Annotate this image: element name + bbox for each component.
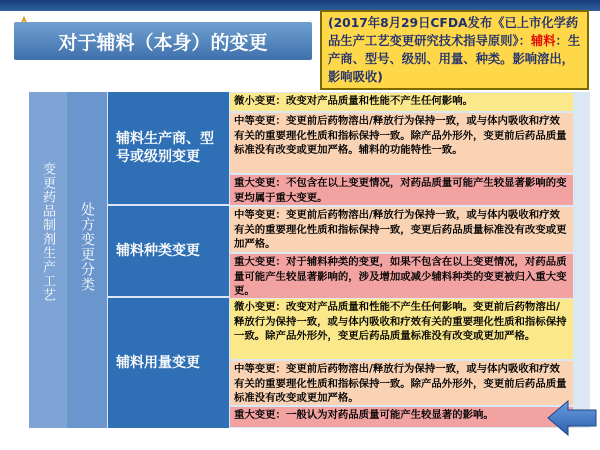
- cell-major-3: 重大变更：一般认为对药品质量可能产生较显著的影响。: [230, 407, 573, 427]
- col1-label: 变更药品制剂生产工艺: [40, 162, 55, 302]
- cell-minor-3: 微小变更：改变对产品质量和性能不产生任何影响。变更前后药物溶出/释放行为保持一致，或与体内吸收和疗效有关的重要理化性质和指标保持一致。除产品外形外，变更后药品质量标准没有改变或更加严格。: [230, 299, 573, 359]
- note-box: [320, 10, 589, 90]
- cell-moderate-1: 中等变更：变更前后药物溶出/释放行为保持一致，或与体内吸收和疗效有关的重要理化性质和指标保持一致。除产品外形外，变更前后药品质量标准没有改变或更加严格。辅料的功能特性一致。: [230, 113, 573, 173]
- col2-label: 处方变更分类: [79, 202, 95, 292]
- back-arrow-icon[interactable]: [546, 398, 598, 438]
- page-title: 对于辅料（本身）的变更: [58, 31, 268, 54]
- cell-moderate-3: 中等变更：变更前后药物溶出/释放行为保持一致，或与体内吸收和疗效有关的重要理化性质和指标保持一致。除产品外形外，变更前后药品质量标准没有改变或更加严格。: [230, 361, 573, 405]
- category-type: 辅料种类变更: [108, 206, 229, 296]
- table-col1: [29, 92, 67, 428]
- table-col2: [67, 92, 107, 428]
- cell-major-1: 重大变更：不包含在以上变更情况，对药品质量可能产生较显著影响的变更均属于重大变更。: [230, 175, 573, 205]
- cell-moderate-2: 中等变更：变更前后药物溶出/释放行为保持一致，或与体内吸收和疗效有关的重要理化性质和指标保持一致，变更后药品质量标准没有改变或更加严格。: [230, 207, 573, 252]
- note-prefix: (2017年8月29日CFDA发布《已上市化学药品生产工艺变更研究技术指导原则》：: [328, 16, 579, 48]
- note-highlight: 辅料: [530, 34, 556, 48]
- category-amount: 辅料用量变更: [108, 298, 229, 428]
- cell-major-2: 重大变更：对于辅料种类的变更，如果不包含在以上变更情况，对药品质量可能产生较显著影响的，涉及增加或减少辅料种类的变更被归入重大变更。: [230, 254, 573, 298]
- note-suffix: ：生产商、型号、级别、用量、种类。影响溶出，影响吸收): [328, 34, 581, 84]
- category-manufacturer: 辅料生产商、型号或级别变更: [108, 92, 229, 204]
- cell-minor-1: 微小变更：改变对产品质量和性能不产生任何影响。: [230, 93, 573, 111]
- title-banner: [14, 22, 312, 60]
